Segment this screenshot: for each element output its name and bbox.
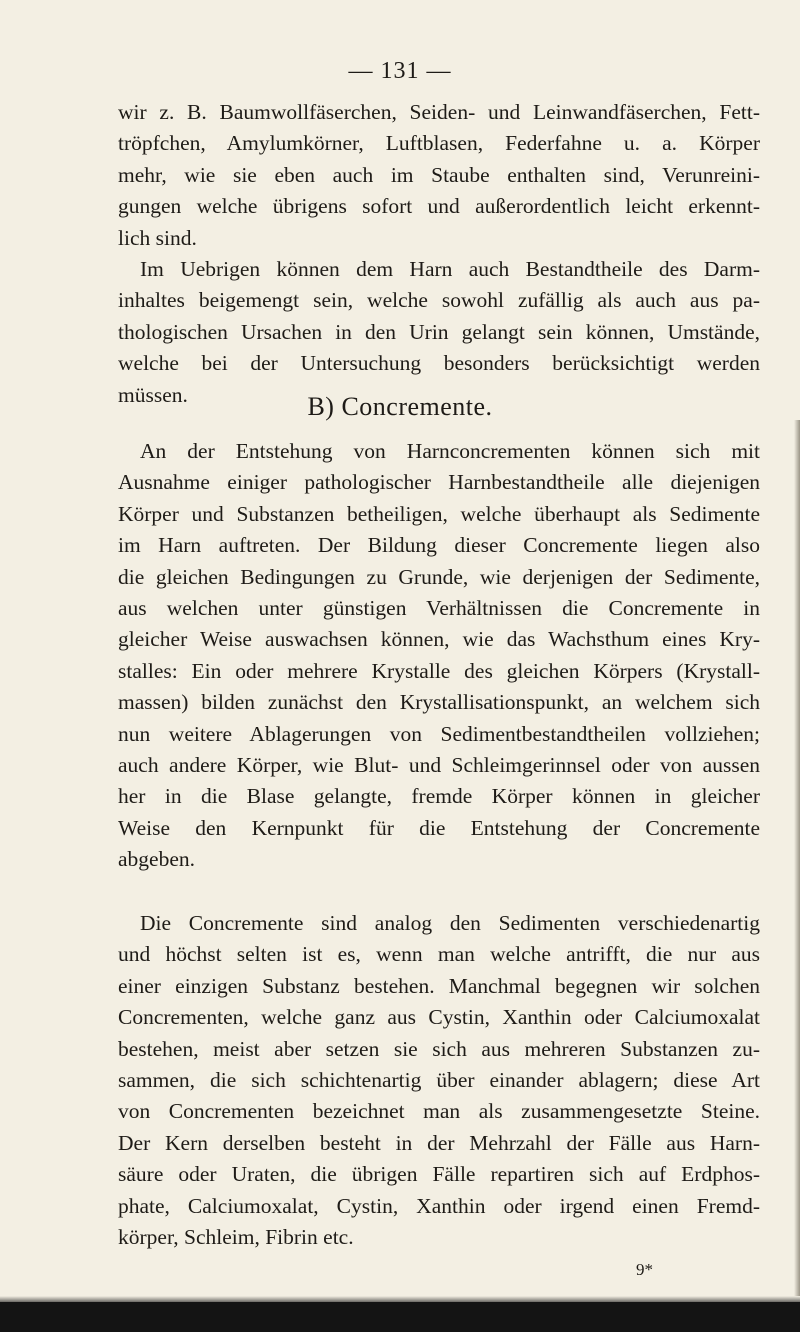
text-line: mehr, wie sie eben auch im Staube enthalten sind, Verunreini- — [118, 162, 760, 187]
text-line: nun weitere Ablagerungen von Sedimentbestandtheilen vollziehen; — [118, 721, 760, 746]
text-line: her in die Blase gelangte, fremde Körper können in gleicher — [118, 784, 760, 809]
text-line: bestehen, meist aber setzen sie sich aus mehreren Substanzen zu- — [118, 1036, 760, 1061]
page-edge-shadow — [794, 420, 800, 1300]
signature-mark: 9* — [636, 1260, 653, 1279]
section-heading: B) Concremente. — [307, 392, 493, 421]
text-line: Concrementen, welche ganz aus Cystin, Xanthin oder Calciumoxalat — [118, 1005, 760, 1030]
paragraph-2 — [118, 254, 760, 411]
text-line: einer einzigen Substanz bestehen. Manchmal begegnen wir solchen — [118, 973, 760, 998]
text-line: wir z. B. Baumwollfäserchen, Seiden- und Leinwandfäserchen, Fett- — [118, 100, 760, 124]
text-line: säure oder Uraten, die übrigen Fälle repartiren sich auf Erdphos- — [118, 1162, 760, 1187]
text-line: tröpfchen, Amylumkörner, Luftblasen, Federfahne u. a. Körper — [118, 131, 760, 156]
text-line: phate, Calciumoxalat, Cystin, Xanthin oder irgend einen Fremd- — [118, 1193, 760, 1218]
text-line: inhaltes beigemengt sein, welche sowohl zufällig als auch aus pa- — [118, 288, 760, 313]
text-line: müssen. — [118, 382, 188, 407]
text-line: aus welchen unter günstigen Verhältnissen die Concremente in — [118, 596, 760, 621]
text-line: Im Uebrigen können dem Harn auch Bestandtheile des Darm- — [140, 257, 760, 281]
scan-bottom-edge — [0, 1302, 800, 1332]
text-line: und höchst selten ist es, wenn man welche antrifft, die nur aus — [118, 942, 760, 967]
text-line: massen) bilden zunächst den Krystallisationspunkt, an welchem sich — [118, 690, 760, 715]
text-line: An der Entstehung von Harnconcrementen können sich mit — [140, 439, 760, 463]
text-line: die gleichen Bedingungen zu Grunde, wie derjenigen der Sedimente, — [118, 564, 760, 589]
text-line: gungen welche übrigens sofort und außerordentlich leicht erkennt- — [118, 194, 760, 219]
paragraph-4 — [118, 908, 760, 1253]
text-line: Der Kern derselben besteht in der Mehrzahl der Fälle aus Harn- — [118, 1130, 760, 1155]
text-line: lich sind. — [118, 225, 197, 250]
page-number: — 131 — — [348, 58, 452, 84]
text-line: Körper und Substanzen betheiligen, welche überhaupt als Sedimente — [118, 501, 760, 526]
text-line: stalles: Ein oder mehrere Krystalle des gleichen Körpers (Krystall- — [118, 658, 760, 683]
text-line: auch andere Körper, wie Blut- und Schleimgerinnsel oder von aussen — [118, 753, 760, 778]
text-line: körper, Schleim, Fibrin etc. — [118, 1225, 354, 1250]
paragraph-3 — [118, 436, 760, 876]
paragraph-1 — [118, 97, 760, 254]
text-line: sammen, die sich schichtenartig über einander ablagern; diese Art — [118, 1068, 760, 1093]
text-line: abgeben. — [118, 847, 196, 872]
text-line: gleicher Weise auswachsen können, wie das Wachsthum eines Kry- — [118, 627, 760, 652]
text-line: von Concrementen bezeichnet man als zusammengesetzte Steine. — [118, 1099, 760, 1124]
text-line: Die Concremente sind analog den Sedimenten verschiedenartig — [140, 911, 760, 935]
text-line: thologischen Ursachen in den Urin gelangt sein können, Umstände, — [118, 319, 760, 344]
text-line: im Harn auftreten. Der Bildung dieser Concremente liegen also — [118, 533, 760, 558]
text-line: Weise den Kernpunkt für die Entstehung der Concremente — [118, 815, 760, 840]
text-line: Ausnahme einiger pathologischer Harnbestandtheile alle diejenigen — [118, 470, 760, 495]
text-line: welche bei der Untersuchung besonders berücksichtigt werden — [118, 351, 760, 376]
